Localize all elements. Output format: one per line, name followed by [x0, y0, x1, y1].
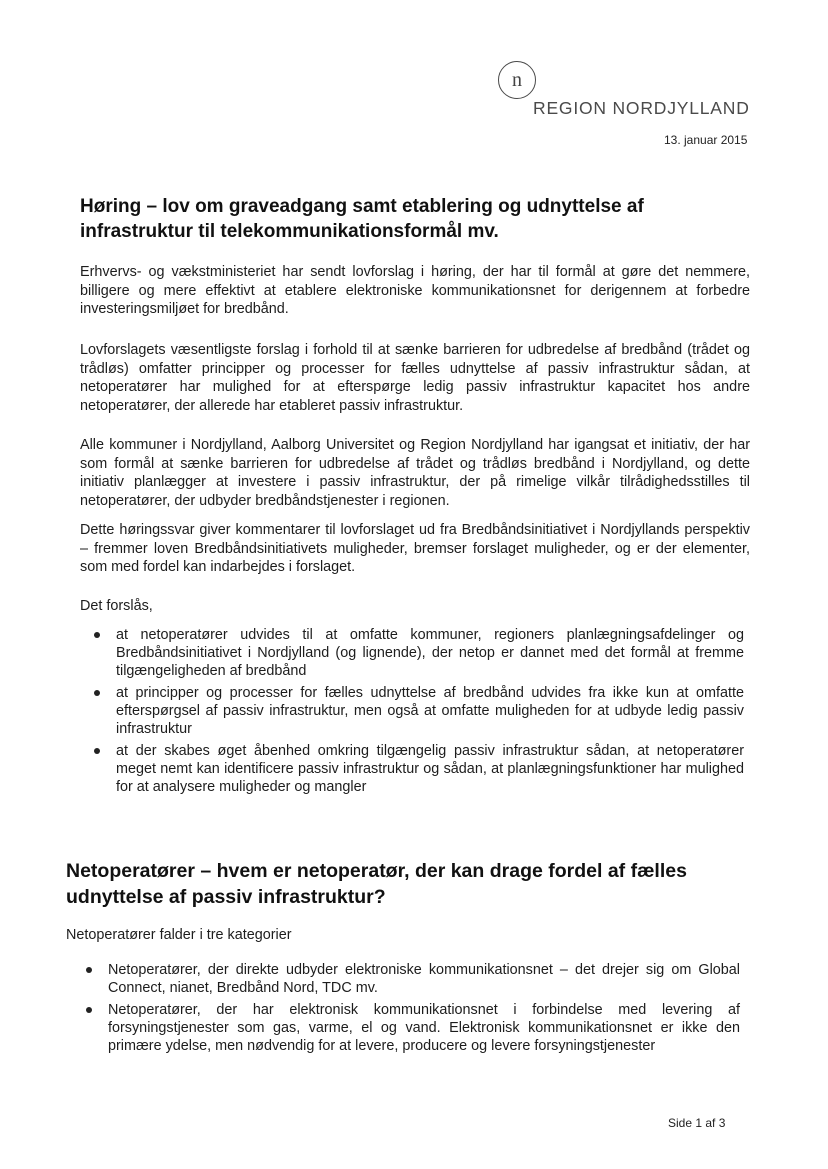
list-item-text: at principper og processer for fælles udnyttelse af bredbånd udvides fra ikke kun at omfatte efterspørgsel af passiv infrastruktur, men også at omfatte muligheden for at udbyde ledig passiv infrastruktur	[116, 685, 744, 737]
proposal-intro: Det forslås,	[80, 598, 153, 614]
paragraph-3: Alle kommuner i Nordjylland, Aalborg Universitet og Region Nordjylland har igangsat et initiativ, der har som formål at sænke barrieren for udbredelse af trådet og trådløs bredbånd i Nordjylland, og dette initiativ planlægger at investere i passiv infrastruktur, der på rimelige vilkår tilrådighedsstilles til netoperatører, der udbyder bredbåndstjenester i regionen.	[80, 437, 750, 509]
section-2-intro: Netoperatører falder i tre kategorier	[66, 927, 292, 943]
list-item-text: Netoperatører, der direkte udbyder elektroniske kommunikationsnet – det drejer sig om Global Connect, nianet, Bredbånd Nord, TDC mv.	[108, 962, 740, 996]
proposal-list	[88, 626, 744, 800]
list-item	[80, 1001, 740, 1055]
list-item-text: at netoperatører udvides til at omfatte kommuner, regioners planlægningsafdelinger og Bredbåndsinitiativet i Nordjylland (og lignende), der netop er dannet med det formål at fremme tilgængeligheden af bredbånd	[116, 627, 744, 679]
logo-initials: n	[512, 69, 522, 91]
section-1-title: Høring – lov om graveadgang samt etablering og udnyttelse af infrastruktur til telekommunikationsformål mv.	[80, 196, 644, 242]
paragraph-2: Lovforslagets væsentligste forslag i forhold til at sænke barrieren for udbredelse af bredbånd (trådet og trådløs) omfatter principper og processer for fælles udnyttelse af passiv infrastruktur sådan, at netoperatører har mulighed for at efterspørge ledig passiv infrastruktur kapacitet hos andre netoperatører, der allerede har etableret passiv infrastruktur.	[80, 342, 750, 414]
bullet-icon	[86, 967, 92, 973]
list-item-text: at der skabes øget åbenhed omkring tilgængelig passiv infrastruktur sådan, at netoperatører meget nemt kan identificere passiv infrastruktur og sådan, at planlægningsfunktioner har mulighed for at analysere muligheder og mangler	[116, 743, 744, 795]
operator-category-list	[80, 961, 740, 1059]
list-item	[80, 961, 740, 997]
list-item	[88, 742, 744, 796]
list-item	[88, 684, 744, 738]
list-item	[88, 626, 744, 680]
list-item-text: Netoperatører, der har elektronisk kommunikationsnet i forbindelse med levering af forsyningstjenester som gas, varme, el og vand. Elektronisk kommunikationsnet er ikke den primære ydelse, men nødvendig for at levere, producere og levere forsyningstjenester	[108, 1002, 740, 1054]
section-2-title: Netoperatører – hvem er netoperatør, der kan drage fordel af fælles udnyttelse af passiv infrastruktur?	[66, 860, 687, 908]
paragraph-1: Erhvervs- og vækstministeriet har sendt lovforslag i høring, der har til formål at gøre det nemmere, billigere og mere effektivt at etablere elektroniske kommunikationsnet for derigennem at forbedre investeringsmiljøet for bredbånd.	[80, 264, 750, 317]
region-logo-icon	[498, 61, 536, 99]
bullet-icon	[94, 690, 100, 696]
bullet-icon	[86, 1007, 92, 1013]
page-number: Side 1 af 3	[668, 1116, 726, 1130]
bullet-icon	[94, 632, 100, 638]
paragraph-4: Dette høringssvar giver kommentarer til lovforslaget ud fra Bredbåndsinitiativet i Nordjyllands perspektiv – fremmer loven Bredbåndsinitiativets muligheder, bremser forslaget muligheder, og er der elementer, som med fordel kan indarbejdes i forslaget.	[80, 522, 750, 575]
document-date: 13. januar 2015	[664, 133, 748, 147]
organization-name: REGION NORDJYLLAND	[533, 98, 750, 118]
bullet-icon	[94, 748, 100, 754]
